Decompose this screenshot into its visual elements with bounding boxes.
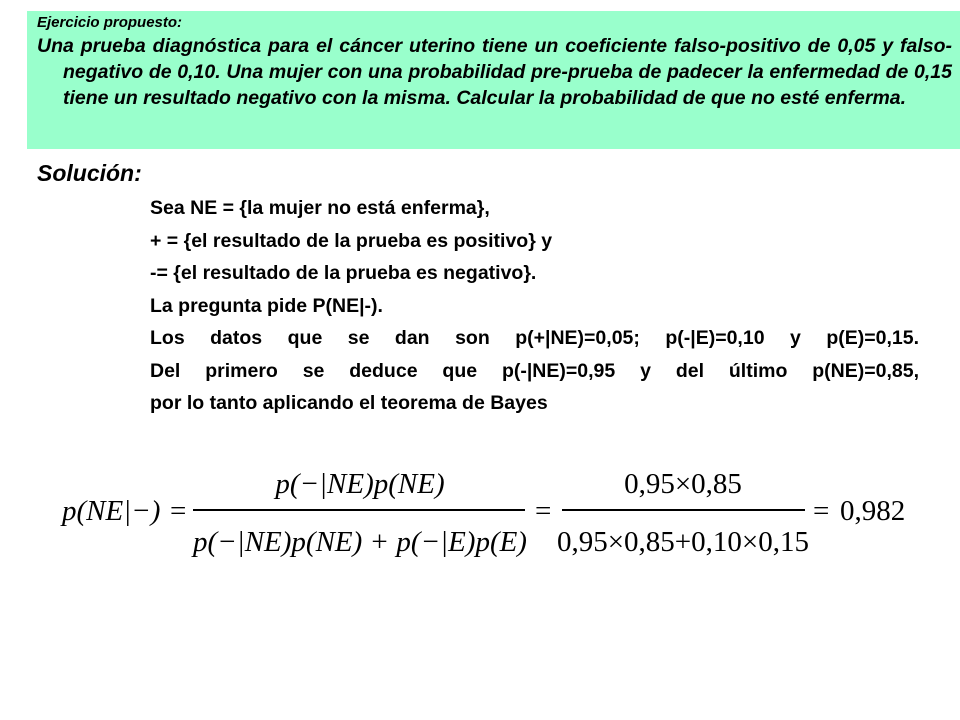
formula-denominator-numeric: 0,95×0,85+0,10×0,15 [556, 526, 810, 558]
formula-equals-1: = [170, 495, 187, 527]
solution-line-deduction: Del primero se deduce que p(-|NE)=0,95 y del último p(NE)=0,85, [150, 359, 919, 382]
solution-line-question: La pregunta pide P(NE|-). [150, 294, 383, 317]
formula-lhs: p(NE|−) [62, 495, 161, 527]
formula-equals-2: = [535, 495, 552, 527]
solution-body [150, 192, 919, 420]
solution-line-given-data: Los datos que se dan son p(+|NE)=0,05; p(-|E)=0,10 y p(E)=0,15. [150, 327, 919, 349]
problem-text: Una prueba diagnóstica para el cáncer uterino tiene un coeficiente falso-positivo de 0,05 y falso-negativo de 0,10. Una mujer con una probabilidad pre-prueba de padecer la enfermedad de 0,15 tiene un resultado negativo con la misma. Calcular la probabilidad de que no esté enferma. [37, 35, 952, 109]
formula-numerator-symbolic: p(−|NE)p(NE) [275, 468, 445, 500]
problem-statement-box [27, 11, 960, 149]
formula-equals-3: = [813, 495, 830, 527]
formula-result: 0,982 [840, 495, 906, 527]
solution-line-definition-ne: Sea NE = {la mujer no está enferma}, [150, 197, 490, 219]
problem-heading: Ejercicio propuesto: [37, 14, 183, 31]
solution-line-bayes-intro: por lo tanto aplicando el teorema de Bayes [150, 392, 548, 414]
solution-line-definition-positive: + = {el resultado de la prueba es positivo} y [150, 229, 553, 252]
solution-title: Solución: [37, 160, 142, 186]
formula-numerator-numeric: 0,95×0,85 [624, 468, 742, 500]
formula-denominator-symbolic: p(−|NE)p(NE) + p(−|E)p(E) [193, 526, 527, 558]
solution-line-definition-negative: -= {el resultado de la prueba es negativo}. [150, 262, 537, 284]
bayes-formula [60, 448, 920, 593]
